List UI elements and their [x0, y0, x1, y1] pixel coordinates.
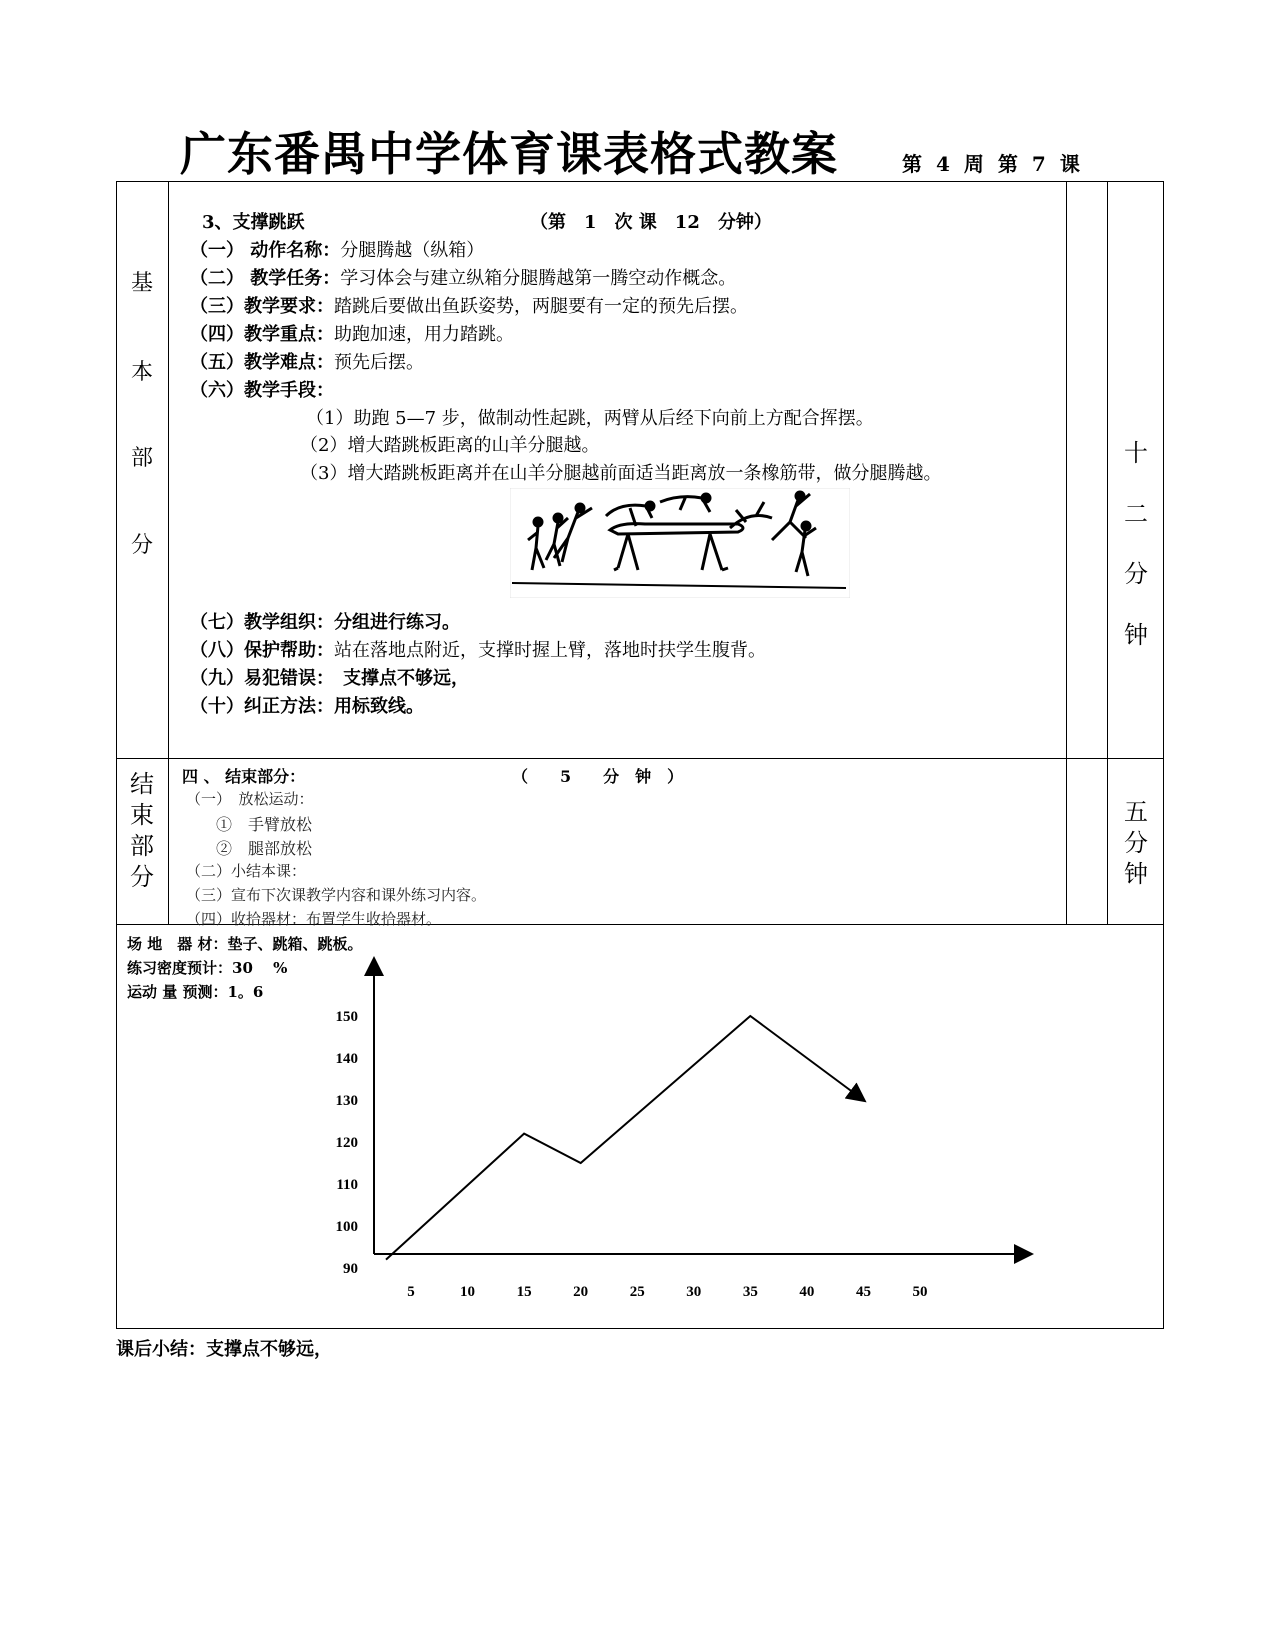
y-tick-label: 120 [335, 1135, 358, 1151]
item-methods: （六）教学手段： [190, 380, 334, 401]
y-tick-label: 140 [335, 1051, 358, 1067]
item-key-point: （四）教学重点：助跑加速，用力踏跳。 [190, 324, 514, 345]
method-2: （2）增大踏跳板距离的山羊分腿越。 [300, 435, 600, 456]
topic-title: 3、支撑跳跃 [202, 212, 305, 233]
x-tick-label: 20 [573, 1284, 589, 1300]
item-common-error: （九）易犯错误： 支撑点不够远， [190, 668, 469, 689]
x-tick-label: 50 [912, 1284, 928, 1300]
lesson-number: 7 [1031, 152, 1046, 176]
x-tick-label: 35 [742, 1284, 758, 1300]
page-title: 广东番禺中学体育课表格式教案 [180, 127, 838, 181]
method-3: （3）增大踏跳板距离并在山羊分腿越前面适当距离放一条橡筋带，做分腿腾越。 [300, 463, 942, 484]
x-tick-label: 45 [855, 1284, 871, 1300]
y-tick-label: 100 [335, 1219, 358, 1235]
item-organization: （七）教学组织：分组进行练习。 [190, 612, 460, 633]
ending-title: 四 、 结束部分： [182, 767, 306, 786]
x-tick-label: 5 [407, 1284, 415, 1300]
item-task: （二） 教学任务：学习体会与建立纵箱分腿腾越第一腾空动作概念。 [190, 268, 737, 289]
equipment-info: 场 地 器 材：垫子、跳箱、跳板。 [127, 935, 363, 953]
x-tick-label: 15 [516, 1284, 532, 1300]
x-tick-label: 30 [686, 1284, 702, 1300]
x-tick-label: 25 [629, 1284, 645, 1300]
item-action-name: （一） 动作名称：分腿腾越（纵箱） [190, 240, 485, 261]
ending-line: ② 腿部放松 [216, 839, 313, 858]
session-info: （第 1 次 课 12 分钟） [530, 212, 772, 233]
lesson-prefix: 第 [997, 152, 1018, 176]
week-number: 4 [936, 152, 950, 176]
y-tick-label: 110 [336, 1177, 358, 1193]
ending-line: （四）收拾器材：布置学生收拾器材。 [186, 910, 442, 928]
series-line [386, 1016, 863, 1260]
ending-session: （ 5 分 钟 ） [512, 767, 684, 786]
y-tick-label: 150 [335, 1009, 358, 1025]
item-requirement: （三）教学要求：踏跳后要做出鱼跃姿势，两腿要有一定的预先后摆。 [190, 296, 748, 317]
method-1: （1）助跑 5—7 步，做制动性起跳，两臂从后经下向前上方配合挥摆。 [306, 408, 874, 429]
ending-line: （二）小结本课： [186, 862, 307, 880]
item-difficulty: （五）教学难点：预先后摆。 [190, 352, 424, 373]
y-tick-label: 90 [343, 1261, 358, 1277]
week-prefix: 第 [902, 152, 922, 176]
item-correction: （十）纠正方法：用标致线。 [190, 696, 424, 717]
y-tick-label: 130 [335, 1093, 358, 1109]
week-label: 周 [963, 152, 984, 176]
post-class-summary: 课后小结：支撑点不够远， [116, 1339, 332, 1360]
lesson-label: 课 [1059, 152, 1080, 176]
x-tick-label: 10 [460, 1284, 476, 1300]
ending-line: ① 手臂放松 [216, 815, 313, 834]
ending-line: （一） 放松运动： [186, 790, 314, 808]
ending-line: （三）宣布下次课教学内容和课外练习内容。 [186, 886, 487, 904]
density-info: 练习密度预计：30 % [127, 959, 288, 977]
load-info: 运动 量 预测：1。6 [127, 983, 264, 1001]
item-protection: （八）保护帮助：站在落地点附近，支撑时握上臂，落地时扶学生腹背。 [190, 640, 766, 661]
x-tick-label: 40 [799, 1284, 815, 1300]
